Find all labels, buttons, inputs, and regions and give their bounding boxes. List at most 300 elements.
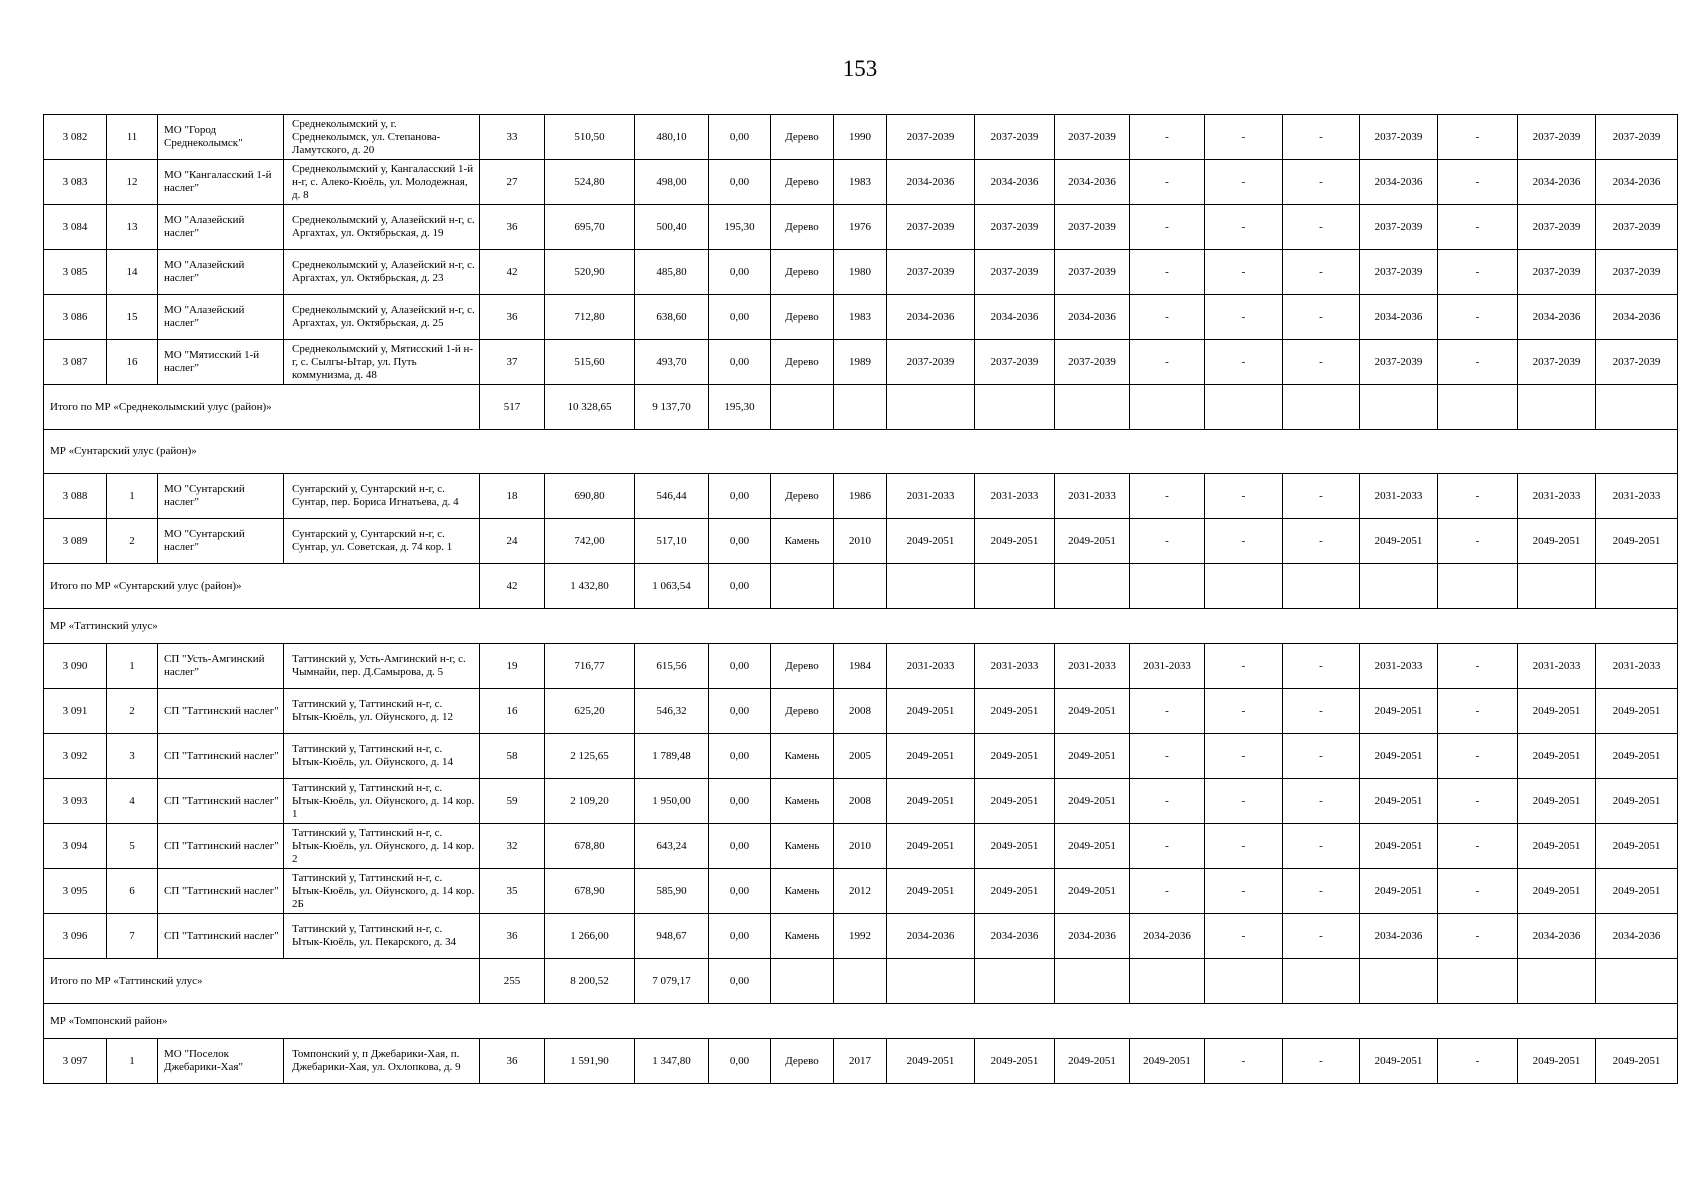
cell-mo: СП "Таттинский наслег" <box>158 689 284 734</box>
total-empty-cell <box>834 959 887 1004</box>
cell-address: Среднеколымский у, Мятисский 1-й н-г, с. Сылгы-Ытар, ул. Путь коммунизма, д. 48 <box>284 340 480 385</box>
total-empty-cell <box>771 385 834 430</box>
cell-area-nonliving: 0,00 <box>709 779 771 824</box>
cell-mo: СП "Таттинский наслег" <box>158 779 284 824</box>
cell-p9: 2037-2039 <box>1518 250 1596 295</box>
cell-p7: 2031-2033 <box>1360 644 1438 689</box>
total-residents: 42 <box>480 564 545 609</box>
cell-mo: МО "Мятисский 1-й наслег" <box>158 340 284 385</box>
cell-p8: - <box>1438 295 1518 340</box>
total-row <box>44 959 1678 1004</box>
cell-p10: 2034-2036 <box>1596 160 1678 205</box>
cell-p1: 2031-2033 <box>887 474 975 519</box>
cell-num: 3 082 <box>44 115 107 160</box>
cell-material: Камень <box>771 914 834 959</box>
total-empty-cell <box>975 385 1055 430</box>
cell-p1: 2037-2039 <box>887 250 975 295</box>
cell-p7: 2049-2051 <box>1360 689 1438 734</box>
cell-p9: 2034-2036 <box>1518 914 1596 959</box>
cell-area-living: 585,90 <box>635 869 709 914</box>
cell-p6: - <box>1283 1039 1360 1084</box>
total-empty-cell <box>1360 564 1438 609</box>
cell-residents: 59 <box>480 779 545 824</box>
cell-material: Дерево <box>771 160 834 205</box>
cell-area-nonliving: 0,00 <box>709 250 771 295</box>
table-row <box>44 115 1678 160</box>
table-row <box>44 689 1678 734</box>
cell-material: Дерево <box>771 205 834 250</box>
cell-residents: 36 <box>480 1039 545 1084</box>
cell-p4: - <box>1130 340 1205 385</box>
cell-area-living: 643,24 <box>635 824 709 869</box>
cell-num: 3 093 <box>44 779 107 824</box>
cell-p6: - <box>1283 474 1360 519</box>
total-empty-cell <box>771 564 834 609</box>
total-row <box>44 564 1678 609</box>
total-residents: 255 <box>480 959 545 1004</box>
cell-p8: - <box>1438 1039 1518 1084</box>
cell-idx: 4 <box>107 779 158 824</box>
total-empty-cell <box>1596 385 1678 430</box>
cell-residents: 33 <box>480 115 545 160</box>
cell-num: 3 095 <box>44 869 107 914</box>
cell-p1: 2037-2039 <box>887 340 975 385</box>
cell-idx: 12 <box>107 160 158 205</box>
cell-p6: - <box>1283 160 1360 205</box>
cell-address: Таттинский у, Таттинский н-г, с. Ытык-Кюёль, ул. Ойунского, д. 14 кор. 1 <box>284 779 480 824</box>
cell-address: Таттинский у, Таттинский н-г, с. Ытык-Кюёль, ул. Ойунского, д. 12 <box>284 689 480 734</box>
cell-p4: - <box>1130 205 1205 250</box>
cell-p10: 2037-2039 <box>1596 205 1678 250</box>
cell-p4: - <box>1130 689 1205 734</box>
cell-num: 3 087 <box>44 340 107 385</box>
cell-num: 3 092 <box>44 734 107 779</box>
cell-residents: 18 <box>480 474 545 519</box>
cell-area-nonliving: 0,00 <box>709 644 771 689</box>
cell-address: Среднеколымский у, Кангаласский 1-й н-г, с. Алеко-Кюёль, ул. Молодежная, д. 8 <box>284 160 480 205</box>
cell-area-living: 1 789,48 <box>635 734 709 779</box>
total-empty-cell <box>1360 959 1438 1004</box>
cell-mo: МО "Сунтарский наслег" <box>158 474 284 519</box>
cell-residents: 24 <box>480 519 545 564</box>
table-row <box>44 205 1678 250</box>
cell-p5: - <box>1205 295 1283 340</box>
cell-num: 3 096 <box>44 914 107 959</box>
total-area-nonliving: 0,00 <box>709 564 771 609</box>
cell-p6: - <box>1283 340 1360 385</box>
cell-p6: - <box>1283 115 1360 160</box>
cell-p7: 2037-2039 <box>1360 205 1438 250</box>
cell-material: Дерево <box>771 340 834 385</box>
total-empty-cell <box>1283 385 1360 430</box>
cell-area-total: 716,77 <box>545 644 635 689</box>
section-header-row <box>44 1004 1678 1039</box>
cell-year: 2012 <box>834 869 887 914</box>
cell-p9: 2031-2033 <box>1518 644 1596 689</box>
cell-p9: 2049-2051 <box>1518 689 1596 734</box>
total-empty-cell <box>975 959 1055 1004</box>
total-area-living: 1 063,54 <box>635 564 709 609</box>
cell-p6: - <box>1283 869 1360 914</box>
cell-material: Дерево <box>771 689 834 734</box>
cell-area-nonliving: 0,00 <box>709 115 771 160</box>
cell-p9: 2034-2036 <box>1518 160 1596 205</box>
total-empty-cell <box>1130 564 1205 609</box>
cell-p4: - <box>1130 474 1205 519</box>
cell-p2: 2037-2039 <box>975 205 1055 250</box>
cell-p8: - <box>1438 779 1518 824</box>
cell-idx: 7 <box>107 914 158 959</box>
table-row <box>44 824 1678 869</box>
cell-p5: - <box>1205 250 1283 295</box>
cell-p5: - <box>1205 869 1283 914</box>
total-empty-cell <box>834 564 887 609</box>
cell-num: 3 089 <box>44 519 107 564</box>
cell-num: 3 084 <box>44 205 107 250</box>
cell-year: 2017 <box>834 1039 887 1084</box>
cell-p6: - <box>1283 734 1360 779</box>
cell-p3: 2049-2051 <box>1055 734 1130 779</box>
cell-material: Камень <box>771 824 834 869</box>
cell-area-living: 1 347,80 <box>635 1039 709 1084</box>
cell-address: Сунтарский у, Сунтарский н-г, с. Сунтар, пер. Бориса Игнатьева, д. 4 <box>284 474 480 519</box>
cell-p8: - <box>1438 734 1518 779</box>
total-area-total: 1 432,80 <box>545 564 635 609</box>
cell-p1: 2037-2039 <box>887 205 975 250</box>
cell-p2: 2049-2051 <box>975 824 1055 869</box>
cell-idx: 15 <box>107 295 158 340</box>
cell-area-total: 1 266,00 <box>545 914 635 959</box>
cell-p10: 2049-2051 <box>1596 1039 1678 1084</box>
total-empty-cell <box>1130 959 1205 1004</box>
cell-area-total: 678,90 <box>545 869 635 914</box>
cell-area-living: 638,60 <box>635 295 709 340</box>
total-empty-cell <box>1596 959 1678 1004</box>
cell-idx: 3 <box>107 734 158 779</box>
cell-residents: 37 <box>480 340 545 385</box>
cell-p9: 2049-2051 <box>1518 519 1596 564</box>
cell-area-total: 2 125,65 <box>545 734 635 779</box>
cell-address: Сунтарский у, Сунтарский н-г, с. Сунтар, ул. Советская, д. 74 кор. 1 <box>284 519 480 564</box>
cell-area-total: 1 591,90 <box>545 1039 635 1084</box>
total-empty-cell <box>1205 959 1283 1004</box>
cell-area-total: 524,80 <box>545 160 635 205</box>
cell-p4: - <box>1130 779 1205 824</box>
cell-mo: СП "Таттинский наслег" <box>158 824 284 869</box>
cell-year: 1980 <box>834 250 887 295</box>
cell-p8: - <box>1438 869 1518 914</box>
cell-p2: 2034-2036 <box>975 160 1055 205</box>
total-empty-cell <box>771 959 834 1004</box>
cell-area-nonliving: 0,00 <box>709 734 771 779</box>
cell-residents: 36 <box>480 295 545 340</box>
cell-residents: 36 <box>480 914 545 959</box>
table-row <box>44 519 1678 564</box>
cell-p9: 2049-2051 <box>1518 779 1596 824</box>
cell-idx: 14 <box>107 250 158 295</box>
cell-p9: 2034-2036 <box>1518 295 1596 340</box>
cell-p3: 2037-2039 <box>1055 340 1130 385</box>
cell-p4: - <box>1130 250 1205 295</box>
cell-p2: 2049-2051 <box>975 734 1055 779</box>
table-row <box>44 869 1678 914</box>
total-empty-cell <box>1055 385 1130 430</box>
total-empty-cell <box>1205 385 1283 430</box>
cell-area-living: 517,10 <box>635 519 709 564</box>
cell-p1: 2034-2036 <box>887 914 975 959</box>
cell-address: Среднеколымский у, Алазейский н-г, с. Аргахтах, ул. Октябрьская, д. 23 <box>284 250 480 295</box>
cell-p6: - <box>1283 205 1360 250</box>
cell-area-living: 1 950,00 <box>635 779 709 824</box>
total-empty-cell <box>1283 564 1360 609</box>
cell-idx: 1 <box>107 474 158 519</box>
cell-p1: 2049-2051 <box>887 869 975 914</box>
cell-idx: 6 <box>107 869 158 914</box>
cell-idx: 16 <box>107 340 158 385</box>
cell-p2: 2049-2051 <box>975 869 1055 914</box>
cell-mo: МО "Сунтарский наслег" <box>158 519 284 564</box>
cell-p2: 2037-2039 <box>975 250 1055 295</box>
cell-p2: 2037-2039 <box>975 340 1055 385</box>
cell-mo: МО "Алазейский наслег" <box>158 250 284 295</box>
cell-address: Среднеколымский у, Алазейский н-г, с. Аргахтах, ул. Октябрьская, д. 25 <box>284 295 480 340</box>
cell-p3: 2034-2036 <box>1055 914 1130 959</box>
cell-address: Таттинский у, Таттинский н-г, с. Ытык-Кюёль, ул. Ойунского, д. 14 кор. 2Б <box>284 869 480 914</box>
cell-p10: 2037-2039 <box>1596 340 1678 385</box>
cell-p10: 2034-2036 <box>1596 914 1678 959</box>
cell-area-total: 510,50 <box>545 115 635 160</box>
cell-residents: 42 <box>480 250 545 295</box>
cell-area-nonliving: 0,00 <box>709 519 771 564</box>
cell-area-nonliving: 0,00 <box>709 340 771 385</box>
cell-num: 3 083 <box>44 160 107 205</box>
cell-p8: - <box>1438 474 1518 519</box>
cell-mo: СП "Усть-Амгинский наслег" <box>158 644 284 689</box>
cell-residents: 32 <box>480 824 545 869</box>
cell-num: 3 091 <box>44 689 107 734</box>
cell-idx: 1 <box>107 644 158 689</box>
cell-material: Камень <box>771 869 834 914</box>
cell-area-total: 520,90 <box>545 250 635 295</box>
total-label: Итого по МР «Таттинский улус» <box>44 959 480 1004</box>
cell-material: Камень <box>771 734 834 779</box>
cell-p7: 2034-2036 <box>1360 160 1438 205</box>
cell-num: 3 097 <box>44 1039 107 1084</box>
cell-p6: - <box>1283 644 1360 689</box>
cell-num: 3 094 <box>44 824 107 869</box>
cell-num: 3 086 <box>44 295 107 340</box>
cell-area-living: 498,00 <box>635 160 709 205</box>
cell-p4: - <box>1130 519 1205 564</box>
cell-area-total: 625,20 <box>545 689 635 734</box>
cell-p7: 2037-2039 <box>1360 340 1438 385</box>
cell-p1: 2049-2051 <box>887 824 975 869</box>
cell-p3: 2031-2033 <box>1055 644 1130 689</box>
cell-p7: 2031-2033 <box>1360 474 1438 519</box>
cell-p9: 2049-2051 <box>1518 824 1596 869</box>
cell-p4: 2034-2036 <box>1130 914 1205 959</box>
cell-p5: - <box>1205 205 1283 250</box>
cell-p2: 2049-2051 <box>975 779 1055 824</box>
cell-p10: 2037-2039 <box>1596 250 1678 295</box>
total-empty-cell <box>1438 959 1518 1004</box>
cell-p1: 2037-2039 <box>887 115 975 160</box>
cell-p1: 2049-2051 <box>887 689 975 734</box>
total-empty-cell <box>887 959 975 1004</box>
cell-area-living: 480,10 <box>635 115 709 160</box>
table-row <box>44 160 1678 205</box>
cell-p2: 2034-2036 <box>975 914 1055 959</box>
cell-p10: 2037-2039 <box>1596 115 1678 160</box>
cell-mo: СП "Таттинский наслег" <box>158 734 284 779</box>
total-empty-cell <box>1518 385 1596 430</box>
section-title: МР «Таттинский улус» <box>44 609 1678 644</box>
cell-p10: 2049-2051 <box>1596 869 1678 914</box>
cell-year: 1986 <box>834 474 887 519</box>
cell-p7: 2049-2051 <box>1360 824 1438 869</box>
cell-p7: 2049-2051 <box>1360 734 1438 779</box>
section-title: МР «Сунтарский улус (район)» <box>44 430 1678 474</box>
total-area-living: 9 137,70 <box>635 385 709 430</box>
cell-area-nonliving: 0,00 <box>709 1039 771 1084</box>
cell-p3: 2037-2039 <box>1055 115 1130 160</box>
cell-area-total: 678,80 <box>545 824 635 869</box>
cell-year: 1983 <box>834 160 887 205</box>
cell-area-nonliving: 0,00 <box>709 824 771 869</box>
cell-area-nonliving: 0,00 <box>709 160 771 205</box>
total-empty-cell <box>1518 564 1596 609</box>
cell-p1: 2049-2051 <box>887 519 975 564</box>
cell-area-living: 546,44 <box>635 474 709 519</box>
cell-residents: 27 <box>480 160 545 205</box>
housing-register-table <box>43 114 1678 1084</box>
cell-p3: 2031-2033 <box>1055 474 1130 519</box>
total-empty-cell <box>1596 564 1678 609</box>
section-title: МР «Томпонский район» <box>44 1004 1678 1039</box>
cell-p6: - <box>1283 779 1360 824</box>
cell-idx: 13 <box>107 205 158 250</box>
cell-year: 2005 <box>834 734 887 779</box>
table-row <box>44 295 1678 340</box>
cell-p7: 2049-2051 <box>1360 779 1438 824</box>
cell-p8: - <box>1438 205 1518 250</box>
cell-p5: - <box>1205 914 1283 959</box>
cell-p9: 2049-2051 <box>1518 1039 1596 1084</box>
cell-p8: - <box>1438 340 1518 385</box>
cell-year: 1976 <box>834 205 887 250</box>
cell-mo: МО "Поселок Джебарики-Хая" <box>158 1039 284 1084</box>
cell-area-total: 695,70 <box>545 205 635 250</box>
cell-p1: 2034-2036 <box>887 160 975 205</box>
cell-area-nonliving: 0,00 <box>709 295 771 340</box>
cell-num: 3 088 <box>44 474 107 519</box>
cell-p3: 2049-2051 <box>1055 869 1130 914</box>
table-row <box>44 644 1678 689</box>
total-row <box>44 385 1678 430</box>
cell-area-living: 948,67 <box>635 914 709 959</box>
total-empty-cell <box>1055 959 1130 1004</box>
total-label: Итого по МР «Сунтарский улус (район)» <box>44 564 480 609</box>
cell-p3: 2034-2036 <box>1055 160 1130 205</box>
cell-p7: 2049-2051 <box>1360 869 1438 914</box>
cell-p7: 2034-2036 <box>1360 295 1438 340</box>
cell-p9: 2037-2039 <box>1518 115 1596 160</box>
total-residents: 517 <box>480 385 545 430</box>
cell-p9: 2037-2039 <box>1518 205 1596 250</box>
cell-idx: 2 <box>107 519 158 564</box>
table-row <box>44 340 1678 385</box>
total-area-nonliving: 195,30 <box>709 385 771 430</box>
cell-p8: - <box>1438 689 1518 734</box>
cell-p4: - <box>1130 115 1205 160</box>
cell-p4: - <box>1130 869 1205 914</box>
table-row <box>44 250 1678 295</box>
cell-address: Таттинский у, Таттинский н-г, с. Ытык-Кюёль, ул. Пекарского, д. 34 <box>284 914 480 959</box>
cell-year: 1992 <box>834 914 887 959</box>
cell-p10: 2031-2033 <box>1596 474 1678 519</box>
cell-p10: 2049-2051 <box>1596 519 1678 564</box>
cell-material: Дерево <box>771 474 834 519</box>
cell-p2: 2034-2036 <box>975 295 1055 340</box>
total-empty-cell <box>887 385 975 430</box>
cell-p3: 2049-2051 <box>1055 824 1130 869</box>
cell-p3: 2049-2051 <box>1055 779 1130 824</box>
cell-p1: 2049-2051 <box>887 779 975 824</box>
cell-p8: - <box>1438 115 1518 160</box>
cell-p5: - <box>1205 689 1283 734</box>
cell-idx: 2 <box>107 689 158 734</box>
cell-address: Таттинский у, Таттинский н-г, с. Ытык-Кюёль, ул. Ойунского, д. 14 кор. 2 <box>284 824 480 869</box>
cell-idx: 5 <box>107 824 158 869</box>
cell-year: 2008 <box>834 779 887 824</box>
cell-p9: 2049-2051 <box>1518 734 1596 779</box>
cell-p5: - <box>1205 779 1283 824</box>
cell-p5: - <box>1205 519 1283 564</box>
cell-mo: СП "Таттинский наслег" <box>158 869 284 914</box>
total-empty-cell <box>1438 564 1518 609</box>
total-label: Итого по МР «Среднеколымский улус (район)» <box>44 385 480 430</box>
cell-p8: - <box>1438 914 1518 959</box>
cell-p4: - <box>1130 734 1205 779</box>
cell-p5: - <box>1205 474 1283 519</box>
cell-p5: - <box>1205 160 1283 205</box>
cell-year: 2008 <box>834 689 887 734</box>
cell-mo: МО "Город Среднеколымск" <box>158 115 284 160</box>
cell-num: 3 090 <box>44 644 107 689</box>
cell-material: Дерево <box>771 295 834 340</box>
cell-p4: - <box>1130 295 1205 340</box>
total-empty-cell <box>1518 959 1596 1004</box>
cell-area-living: 500,40 <box>635 205 709 250</box>
cell-p4: - <box>1130 160 1205 205</box>
total-area-total: 8 200,52 <box>545 959 635 1004</box>
cell-p9: 2037-2039 <box>1518 340 1596 385</box>
cell-year: 1983 <box>834 295 887 340</box>
cell-p8: - <box>1438 160 1518 205</box>
cell-year: 1984 <box>834 644 887 689</box>
total-empty-cell <box>1055 564 1130 609</box>
total-empty-cell <box>1205 564 1283 609</box>
cell-area-total: 712,80 <box>545 295 635 340</box>
cell-p2: 2031-2033 <box>975 644 1055 689</box>
total-empty-cell <box>1130 385 1205 430</box>
cell-address: Таттинский у, Таттинский н-г, с. Ытык-Кюёль, ул. Ойунского, д. 14 <box>284 734 480 779</box>
table-row <box>44 914 1678 959</box>
cell-area-living: 546,32 <box>635 689 709 734</box>
section-header-row <box>44 609 1678 644</box>
cell-p8: - <box>1438 519 1518 564</box>
cell-p5: - <box>1205 644 1283 689</box>
